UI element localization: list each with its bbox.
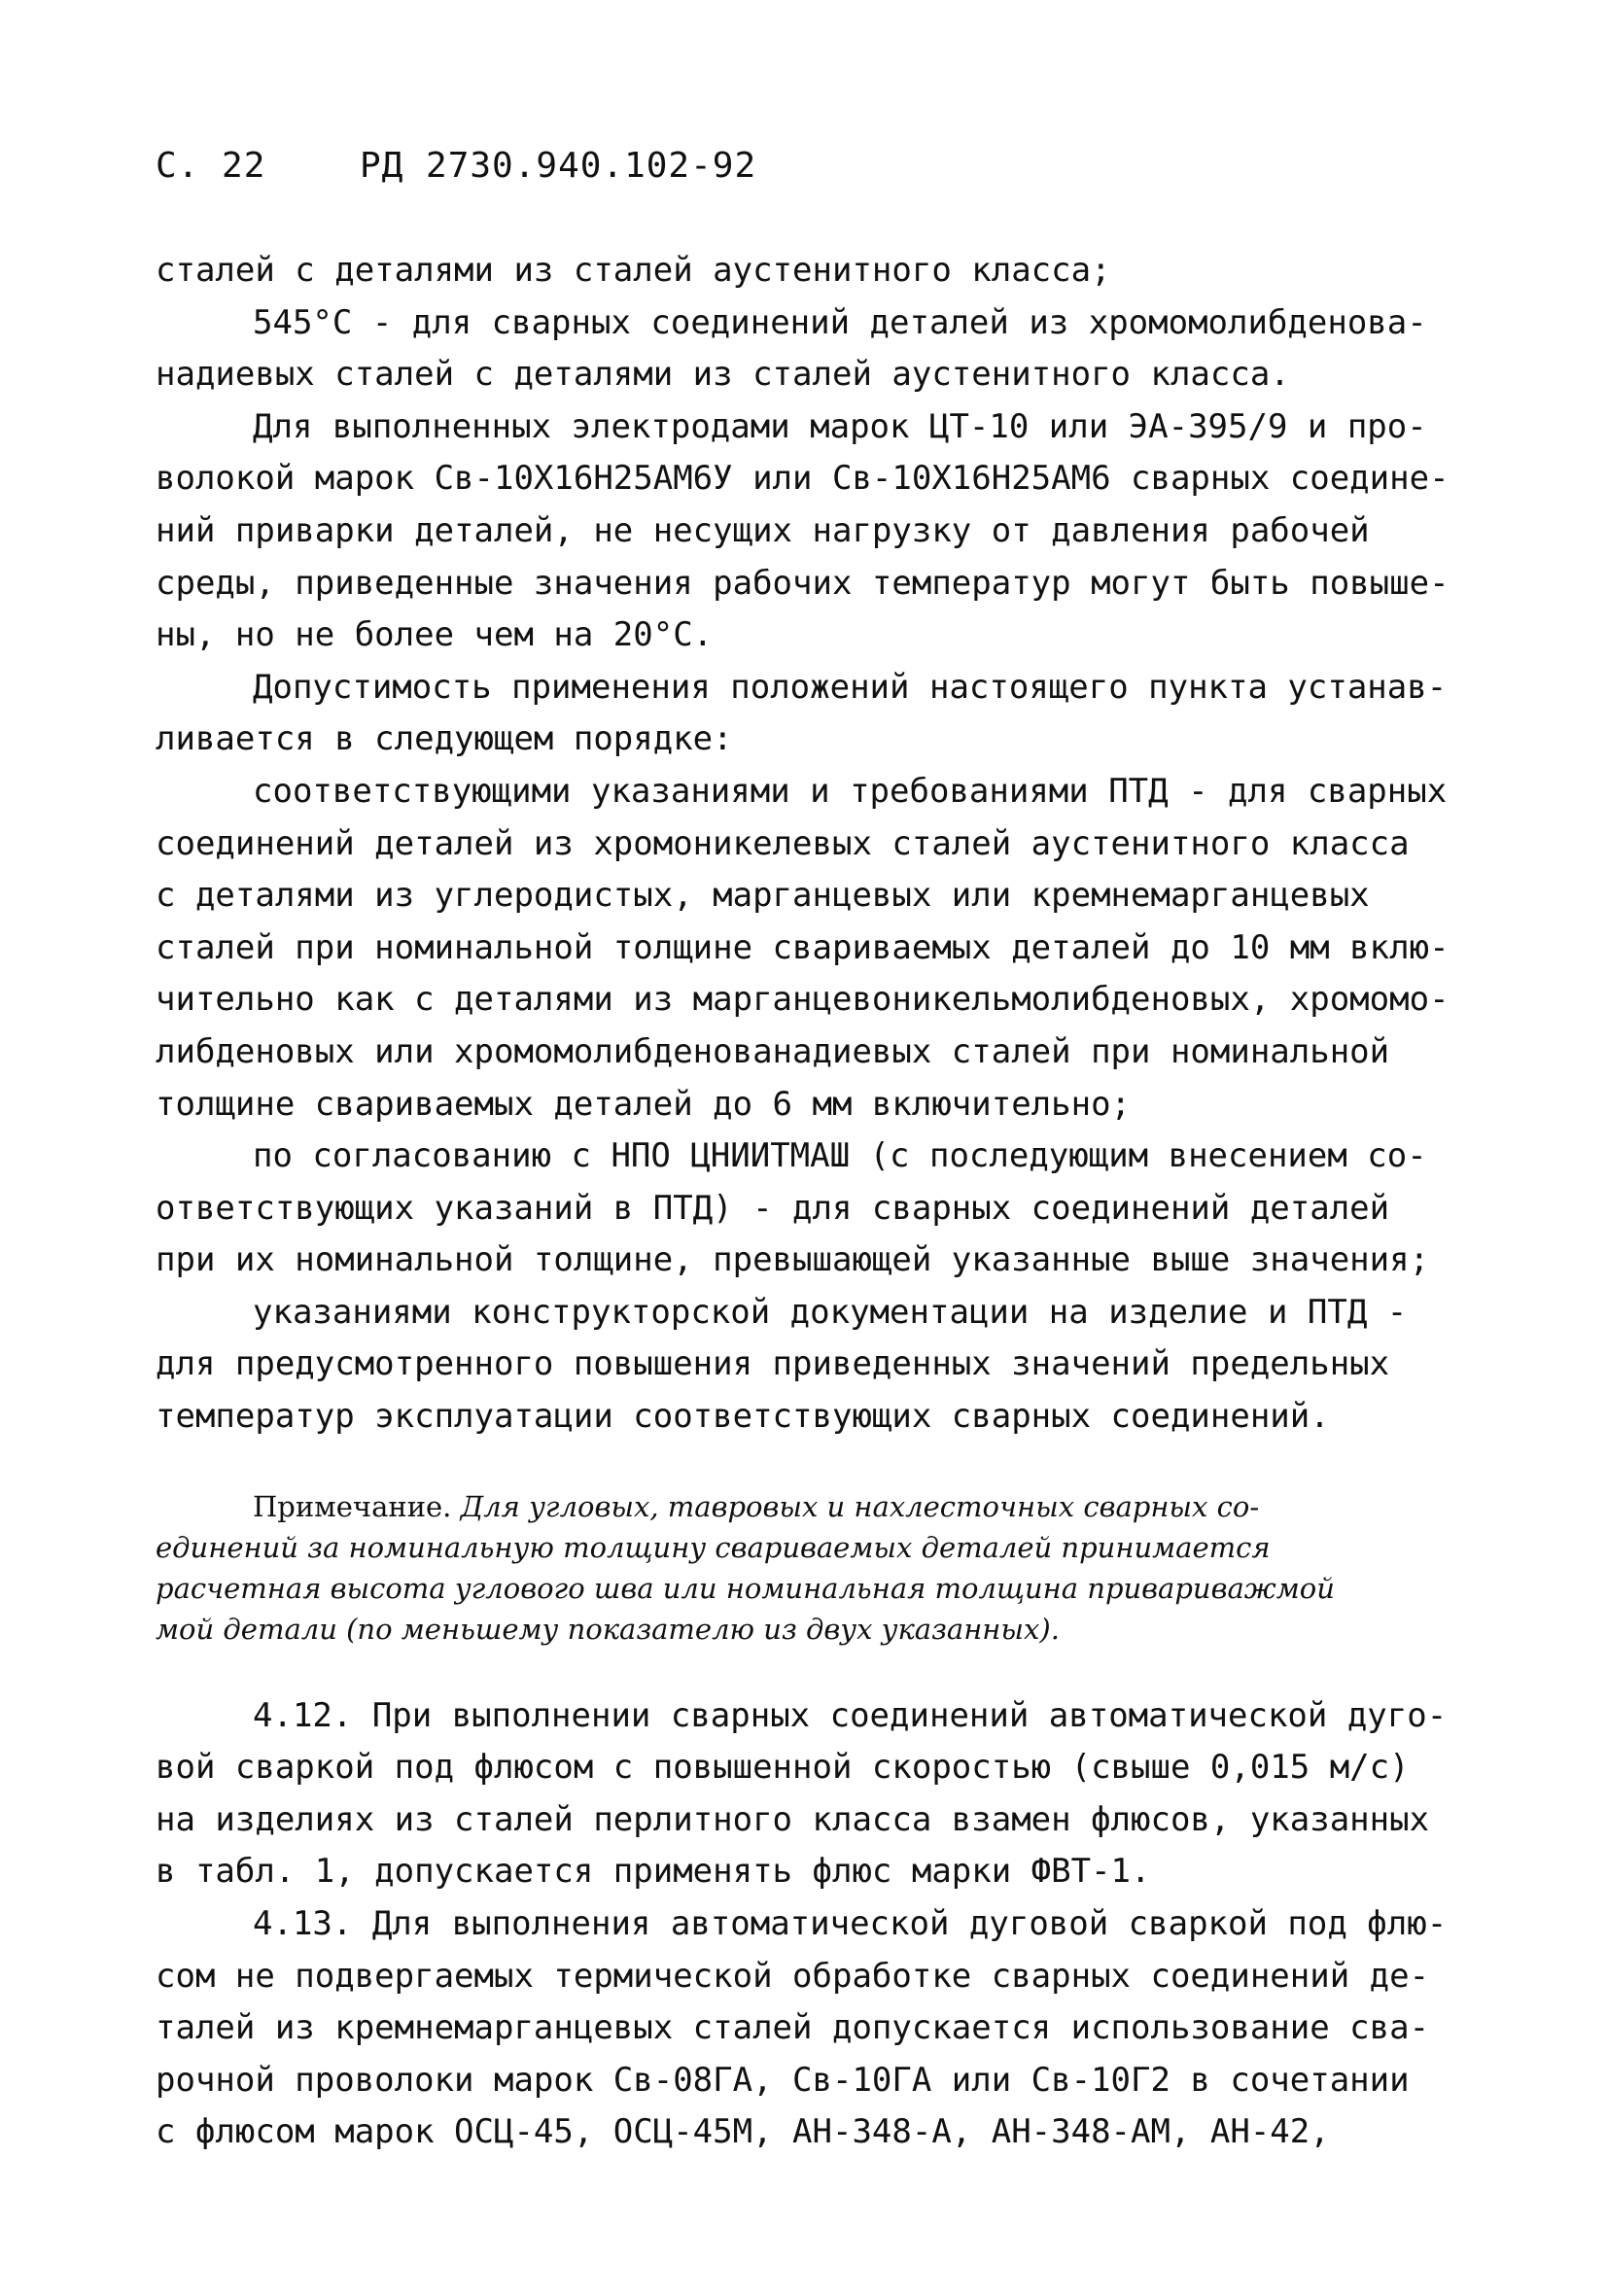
text-line: ний приварки деталей, не несущих нагрузку от давления рабочей xyxy=(156,510,1370,550)
spacer xyxy=(156,1444,1463,1482)
text-line: среды, приведенные значения рабочих температур могут быть повыше- xyxy=(156,563,1450,603)
paragraph xyxy=(156,1898,1463,2159)
paragraph xyxy=(156,766,1463,1131)
text-line: чительно как с деталями из марганцевоникельмолибденовых, хромомо- xyxy=(156,980,1450,1020)
text-line: Допустимость применения положений настоящего пункта устанав- xyxy=(253,667,1448,707)
paragraph xyxy=(156,297,1463,401)
text-line: Для выполненных электродами марок ЦТ-10 или ЭА-395/9 и про- xyxy=(253,406,1427,446)
text-line: с деталями из углеродистых, марганцевых или кремнемарганцевых xyxy=(156,876,1370,916)
text-line: для предусмотренного повышения приведенных значений предельных xyxy=(156,1344,1390,1384)
text-line: соединений деталей из хромоникелевых сталей аустенитного класса xyxy=(156,823,1410,863)
text-line: указаниями конструкторской документации на изделие и ПТД - xyxy=(253,1292,1408,1332)
paragraph xyxy=(156,1131,1463,1287)
paragraph xyxy=(156,662,1463,766)
text-line: либденовых или хромомолибденованадиевых сталей при номинальной xyxy=(156,1031,1390,1071)
paragraphs-before-note xyxy=(156,245,1463,1444)
text-line: сом не подвергаемых термической обработке сварных соединений де- xyxy=(156,1956,1430,1996)
text-line: на изделиях из сталей перлитного класса взамен флюсов, указанных xyxy=(156,1799,1430,1839)
text-line: 545°С - для сварных соединений деталей из хромомолибденова- xyxy=(253,302,1427,342)
text-line: в табл. 1, допускается применять флюс марки ФВТ-1. xyxy=(156,1852,1151,1892)
note-first-text: Для угловых, тавровых и нахлесточных сварных со- xyxy=(460,1489,1260,1523)
paragraph xyxy=(156,245,1463,297)
spacer xyxy=(156,1650,1463,1690)
text-line: ны, но не более чем на 20°С. xyxy=(156,615,714,655)
text-line: талей из кремнемарганцевых сталей допускается использование сва- xyxy=(156,2008,1430,2048)
note-lines xyxy=(156,1527,1463,1650)
note-label: Примечание. xyxy=(253,1489,452,1523)
text-line: толщине свариваемых деталей до 6 мм включительно; xyxy=(156,1084,1132,1124)
text-line: по согласованию с НПО ЦНИИТМАШ (с последующим внесением со- xyxy=(253,1136,1427,1176)
paragraph xyxy=(156,1690,1463,1898)
text-line: при их номинальной толщине, превышающей указанные выше значения; xyxy=(156,1240,1430,1280)
note-block xyxy=(156,1486,1463,1650)
body-text xyxy=(156,245,1463,2159)
text-line: вой сваркой под флюсом с повышенной скоростью (свыше 0,015 м/с) xyxy=(156,1748,1410,1788)
text-line: рочной проволоки марок Св-08ГА, Св-10ГА или Св-10Г2 в сочетании xyxy=(156,2060,1410,2100)
text-line: волокой марок Св-10Х16Н25АМ6У или Св-10Х16Н25АМ6 сварных соедине- xyxy=(156,459,1450,499)
paragraph xyxy=(156,1287,1463,1444)
paragraph xyxy=(156,401,1463,662)
page-header xyxy=(156,146,756,186)
note-first-line xyxy=(156,1486,1463,1527)
text-line: 4.13. Для выполнения автоматической дуговой сваркой под флю- xyxy=(253,1904,1448,1944)
text-line: ответствующих указаний в ПТД) - для сварных соединений деталей xyxy=(156,1188,1390,1228)
text-line: 4.12. При выполнении сварных соединений автоматической дуго- xyxy=(253,1695,1448,1735)
text-line: с флюсом марок ОСЦ-45, ОСЦ-45М, АН-348-А, АН-348-АМ, АН-42, xyxy=(156,2112,1330,2152)
note-line: мой детали (по меньшему показателю из двух указанных). xyxy=(156,1612,1060,1646)
paragraphs-after-note xyxy=(156,1690,1463,2159)
note-line: расчетная высота углового шва или номинальная толщина привариважмой xyxy=(156,1571,1335,1605)
text-line: соответствующими указаниями и требованиями ПТД - для сварных xyxy=(253,771,1448,811)
text-line: сталей при номинальной толщине свариваемых деталей до 10 мм вклю- xyxy=(156,927,1450,967)
text-line: ливается в следующем порядке: xyxy=(156,719,733,759)
document-code: РД 2730.940.102-92 xyxy=(360,146,757,186)
text-line: надиевых сталей с деталями из сталей аустенитного класса. xyxy=(156,355,1290,395)
note-line: единений за номинальную толщину свариваемых деталей принимается xyxy=(156,1530,1271,1564)
page-number: С. 22 xyxy=(156,146,266,186)
text-line: сталей с деталями из сталей аустенитного класса; xyxy=(156,251,1111,290)
text-line: температур эксплуатации соответствующих сварных соединений. xyxy=(156,1397,1330,1437)
